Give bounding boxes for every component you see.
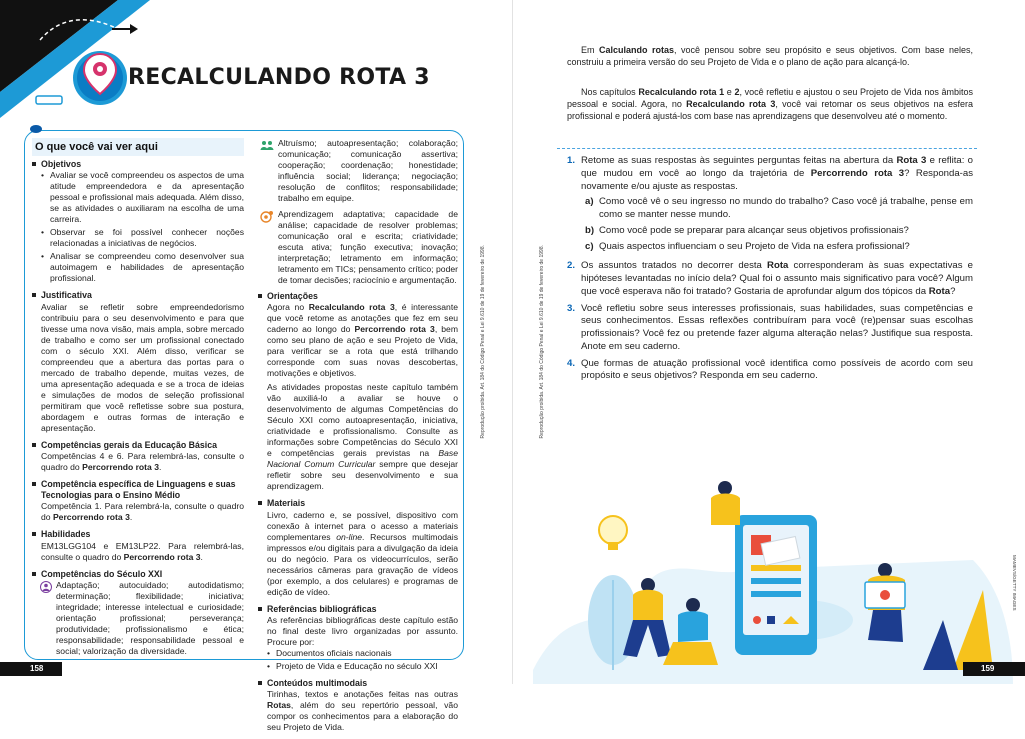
competencia-especifica-title: Competência específica de Linguagens e suas Tecnologias para o Ensino Médio <box>41 478 236 501</box>
competencias-gerais-title: Competências gerais da Educação Básica <box>41 439 218 450</box>
objetivos-section <box>32 159 244 284</box>
materiais-end: . Recursos multimodais impressos e/ou digitais para a divulgação da ideia ou do negócio. Para os videocurrículos, serão necessários câmeras para gravação de vídeos (por exemplo, a dos celulares) e programas de edição de vídeo. <box>267 531 458 597</box>
competencias-gerais-text: Competências 4 e 6. Para relembrá-las, consulte o quadro do <box>41 450 244 472</box>
competencia-especifica-end: . <box>129 512 133 523</box>
intro-text-end: , você pensou sobre seu propósito e seus objetivos. Com base neles, construiu a primeira versão do seu Projeto de Vida e o plano de ação para alcançá-lo. <box>567 45 973 68</box>
question-number: 3. <box>567 302 576 314</box>
intro-text: Em <box>581 45 599 55</box>
referencias-title: Referências bibliográficas <box>267 603 377 614</box>
intro-paragraph-2 <box>567 86 973 122</box>
habilidades-end: . <box>200 551 203 562</box>
habilidades-text: EM13LGG104 e EM13LP22. Para relembrá-las, consulte o quadro do <box>41 540 244 562</box>
materiais-section <box>258 498 458 597</box>
intro-paragraph-1 <box>567 44 973 68</box>
objetivo-item: • Avaliar se você compreendeu os aspectos de uma atitude empreendedora e da apresentação pessoal e profissional mais adequada. Além disso, se as atividades o auxiliaram na escolha de uma carreira. <box>41 170 244 225</box>
question-text: Você refletiu sobre seus interesses profissionais, suas habilidades, suas competências e seus conhecimentos. Essas reflexões contribuíram para você (re)pensar suas escolhas profissionais? Você fez ou pretende fazer alguma alteração nelas? Justifique sua resposta. Anote em seu caderno. <box>581 302 973 352</box>
seculo-xxi-title: Competências do Século XXI <box>41 568 163 579</box>
intro-text: Nos capítulos <box>581 87 639 97</box>
orientacoes-section <box>258 291 458 492</box>
brain-gear-icon <box>260 210 274 224</box>
orientacoes-title: Orientações <box>267 291 318 301</box>
conteudos-title: Conteúdos multimodais <box>267 677 368 688</box>
referencias-text: As referências bibliográficas deste capítulo estão no final deste livro organizadas por assunto. Procure por: <box>267 614 458 647</box>
question-text: Os assuntos tratados no decorrer desta <box>581 260 768 272</box>
sub-text: Como você pode se preparar para alcançar seus objetivos profissionais? <box>599 224 909 236</box>
question-4 <box>567 358 973 384</box>
orientacoes-p1-mid: , é interessante que você retome as anotações que fez em seu caderno ao longo do <box>267 302 458 335</box>
question-text: e reflita: o que mudou em você ao longo da trajetória de <box>581 155 974 179</box>
bncc-ref: Base Nacional Comum Curricular <box>267 448 458 470</box>
competencias-gerais-section <box>32 440 244 473</box>
legal-note-right: Reprodução proibida. Art. 184 do Código Penal e Lei 9.610 de 19 de fevereiro de 1998. <box>539 245 545 439</box>
objetivos-title: Objetivos <box>41 159 82 170</box>
legal-note-left: Reprodução proibida. Art. 184 do Código Penal e Lei 9.610 de 19 de fevereiro de 1998. <box>480 245 486 439</box>
conteudos-text: Tirinhas, textos e anotações feitas nas outras <box>267 689 458 699</box>
sub-letter: c) <box>585 240 594 252</box>
person-icon <box>40 581 52 593</box>
question-ref: Rota <box>928 285 951 297</box>
competencias-gerais-end: . <box>158 461 162 472</box>
justificativa-section <box>32 290 244 433</box>
justificativa-text: Avaliar se refletir sobre empreendedorismo contribuiu para o seu desenvolvimento e para que tivesse uma nova visão, mais ampla, sobre mercado de trabalho e como ser um profissional conectado com o século XXI. Além disso, verificar se compreendeu que a abertura das portas para o mercado de trabalho depende, muitas vezes, de uma apresentação adequada e se a troca de ideias e simulações de modos de seleção profissional permitiram que você refletisse sobre sua postura, abordagem e outras formas de interação e apresentação. <box>41 301 244 433</box>
question-number: 2. <box>567 260 576 272</box>
box-column-1 <box>32 138 244 663</box>
competencia-especifica-text: Competência 1. Para relembrá-la, consulte o quadro do <box>41 501 244 523</box>
location-pin-icon <box>82 52 122 98</box>
right-page <box>512 0 1024 684</box>
question-text: Que formas de atuação profissional você identifica como possíveis de acordo com seu propósito e seus objetivos? Responda em seu caderno. <box>581 357 973 382</box>
intro-text-mid: , você refletiu e ajustou o seu Projeto de Vida nos âmbitos pessoal e social. Agora, no <box>567 87 973 110</box>
intro-ref: 2 <box>734 87 740 97</box>
materiais-title: Materiais <box>267 498 306 509</box>
sub-question-a <box>585 196 973 222</box>
conteudos-ref: Rotas <box>267 700 291 710</box>
question-number: 1. <box>567 155 576 166</box>
question-ref: Percorrendo rota 3 <box>810 167 905 179</box>
intro-text-mid: e <box>724 87 735 97</box>
sub-letter: b) <box>585 224 595 236</box>
image-credit: MAMEVS/GETTY IMAGES <box>1011 555 1017 611</box>
habilidades-section <box>32 529 244 562</box>
intro-text-end: , você vai retomar os seus objetivos na esfera profissional e poderá ajustá-los com base nas aprendizagens que desenvolveu até o momento. <box>567 99 973 122</box>
orientacoes-p1-end: , bem como seu plano de ação e seu Projeto de Vida, para verificar se a rota que está trilhando corresponde com suas novas descobertas, motivações e objetivos. <box>267 324 458 379</box>
team-icon <box>260 139 274 151</box>
questions <box>567 155 973 387</box>
question-3 <box>567 303 973 354</box>
question-ref: Rota <box>767 260 789 272</box>
referencias-section <box>258 604 458 672</box>
box-column-2 <box>258 138 458 739</box>
materiais-online: on-line <box>336 531 363 542</box>
question-ref: Rota 3 <box>896 155 927 166</box>
intro-ref: Calculando rotas <box>599 45 674 55</box>
question-text: Retome as suas respostas às seguintes perguntas feitas na abertura da <box>581 155 897 166</box>
question-number: 4. <box>567 357 576 369</box>
conteudos-end: , além do seu repertório pessoal, vão compor os conhecimentos para a elaboração do seu Projeto de Vida. <box>267 700 458 732</box>
referencia-item: • Projeto de Vida e Educação no século XXI <box>267 661 458 672</box>
justificativa-title: Justificativa <box>41 290 92 301</box>
orientacoes-p2: As atividades propostas neste capítulo também vão auxiliá-lo a avaliar se houve o desenvolvimento de algumas Competências do Século XXI como autoapresentação, iniciativa, criatividade e profissionalismo. Consulte as informações sobre Competências do Século XXI e competências gerais previstas na <box>267 382 458 459</box>
objetivo-item: • Analisar se compreendeu como desenvolver sua autoimagem e habilidades de apresentação profissional. <box>41 251 244 284</box>
sub-question-c <box>585 241 973 254</box>
question-1 <box>567 155 973 256</box>
sub-text: Quais aspectos influenciam o seu Projeto de Vida na esfera profissional? <box>599 240 910 252</box>
sub-text: Como você vê o seu ingresso no mundo do trabalho? Caso você já trabalhe, pense em como se manter nesse mundo. <box>599 196 973 220</box>
intro-ref: Recalculando rota 3 <box>686 99 776 110</box>
arrow-icon <box>110 22 140 36</box>
referencia-item: • Documentos oficiais nacionais <box>267 648 458 659</box>
chapter-title: RECALCULANDO ROTA 3 <box>128 65 430 90</box>
question-2 <box>567 260 973 298</box>
sub-letter: a) <box>585 196 594 208</box>
seculo-xxi-item-3: Aprendizagem adaptativa; capacidade de análise; capacidade de resolver problemas; comunicação oral e escrita; criatividade; escuta ativa; função executiva; inovação; interpretação; letramento em informação; letramento em TICs; pensamento crítico; poder de tomar decisões; raciocínio e argumentação. <box>278 209 458 285</box>
question-text: corresponderam às suas expectativas e hipóteses levantadas no início dela? Qual foi o assunto mais significativo para você? Algum que você esperava não foi tratado? Gostaria de aprofundar algum dos tópicos da <box>581 260 973 297</box>
seculo-xxi-section <box>32 569 244 657</box>
sub-question-b <box>585 225 973 238</box>
question-text: ? <box>950 285 956 297</box>
question-text: ? Responda-as novamente e/ou ajuste as respostas. <box>581 167 973 192</box>
habilidades-title: Habilidades <box>41 529 91 540</box>
orientacoes-ref: Recalculando rota 3 <box>308 302 395 313</box>
illustration <box>513 470 1025 684</box>
conteudos-section <box>258 678 458 733</box>
objetivo-item: • Observar se foi possível conhecer noções relacionadas a iniciativas de negócios. <box>41 227 244 249</box>
competencia-especifica-ref: Percorrendo rota 3 <box>52 512 130 523</box>
page-number-right: 159 <box>963 662 1025 676</box>
box-heading: O que você vai ver aqui <box>32 138 244 156</box>
left-page <box>0 0 512 732</box>
habilidades-ref: Percorrendo rota 3 <box>123 551 201 562</box>
seculo-xxi-item-2: Altruísmo; autoapresentação; colaboração; comunicação; comunicação assertiva; cooperação; coordenação; honestidade; influência social; liderança; negociação; resolução de conflitos; responsabilidade; trabalho em equipe. <box>278 138 458 203</box>
competencia-especifica-section <box>32 479 244 524</box>
competencias-gerais-ref: Percorrendo rota 3 <box>82 461 159 472</box>
orientacoes-p1: Agora no <box>267 302 309 313</box>
page-number-left: 158 <box>0 662 62 676</box>
orientacoes-p2-end: sempre que desejar refletir sobre seu desenvolvimento e sua aprendizagem. <box>267 459 458 492</box>
box-dot <box>30 125 42 133</box>
materiais-text: Livro, caderno e, se possível, dispositivo com conexão à internet para o acesso a materiais complementares <box>267 509 458 542</box>
dashed-divider <box>557 148 977 149</box>
orientacoes-ref: Percorrendo rota 3 <box>354 324 435 335</box>
seculo-xxi-item-1: Adaptação; autocuidado; autodidatismo; determinação; flexibilidade; iniciativa; integridade; interesse intelectual e curiosidade; orientação profissional; perseverança; produtividade; profissionalismo e ética; responsabilidade; responsabilidade pessoal e social; valorização da diversidade. <box>56 579 244 656</box>
intro-ref: Recalculando rota 1 <box>638 87 725 97</box>
